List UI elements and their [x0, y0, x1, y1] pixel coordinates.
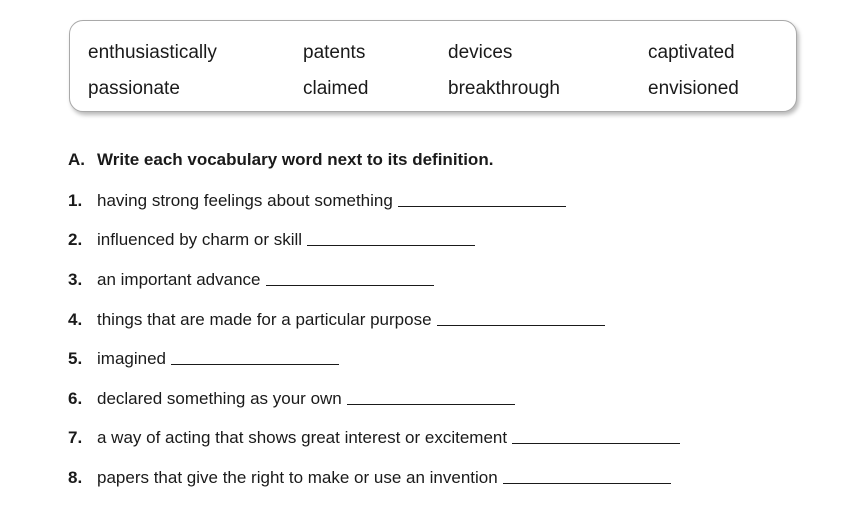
definition-item [68, 230, 475, 250]
item-definition: declared something as your own [97, 389, 342, 408]
definition-item [68, 270, 434, 290]
answer-blank[interactable] [171, 363, 339, 365]
item-number: 8. [68, 468, 83, 487]
item-definition: having strong feelings about something [97, 191, 393, 210]
word-bank-word: enthusiastically [88, 42, 217, 63]
item-definition: imagined [97, 349, 166, 368]
word-bank-word: devices [448, 42, 513, 63]
section-heading [68, 150, 493, 170]
definition-item [68, 349, 339, 369]
answer-blank[interactable] [512, 442, 680, 444]
answer-blank[interactable] [437, 324, 605, 326]
item-number: 6. [68, 389, 83, 408]
word-bank-word: patents [303, 42, 366, 63]
item-number: 3. [68, 270, 83, 289]
item-definition: an important advance [97, 270, 261, 289]
item-number: 2. [68, 230, 83, 249]
word-bank-word: breakthrough [448, 78, 560, 99]
answer-blank[interactable] [398, 205, 566, 207]
item-number: 7. [68, 428, 83, 447]
definition-item [68, 468, 671, 488]
definition-item [68, 389, 515, 409]
definition-item [68, 191, 566, 211]
word-bank-word: claimed [303, 78, 369, 99]
section-letter: A. [68, 150, 85, 169]
item-number: 4. [68, 310, 83, 329]
item-number: 1. [68, 191, 83, 210]
word-bank-word: captivated [648, 42, 735, 63]
word-bank-word: envisioned [648, 78, 739, 99]
item-definition: things that are made for a particular purpose [97, 310, 432, 329]
item-number: 5. [68, 349, 83, 368]
definition-item [68, 310, 605, 330]
item-definition: influenced by charm or skill [97, 230, 303, 249]
answer-blank[interactable] [503, 482, 671, 484]
answer-blank[interactable] [307, 244, 475, 246]
item-definition: a way of acting that shows great interest or excitement [97, 428, 508, 447]
item-definition: papers that give the right to make or use an invention [97, 468, 498, 487]
answer-blank[interactable] [266, 284, 434, 286]
section-instruction: Write each vocabulary word next to its definition. [97, 150, 494, 169]
word-bank-word: passionate [88, 78, 180, 99]
definition-item [68, 428, 680, 448]
answer-blank[interactable] [347, 403, 515, 405]
